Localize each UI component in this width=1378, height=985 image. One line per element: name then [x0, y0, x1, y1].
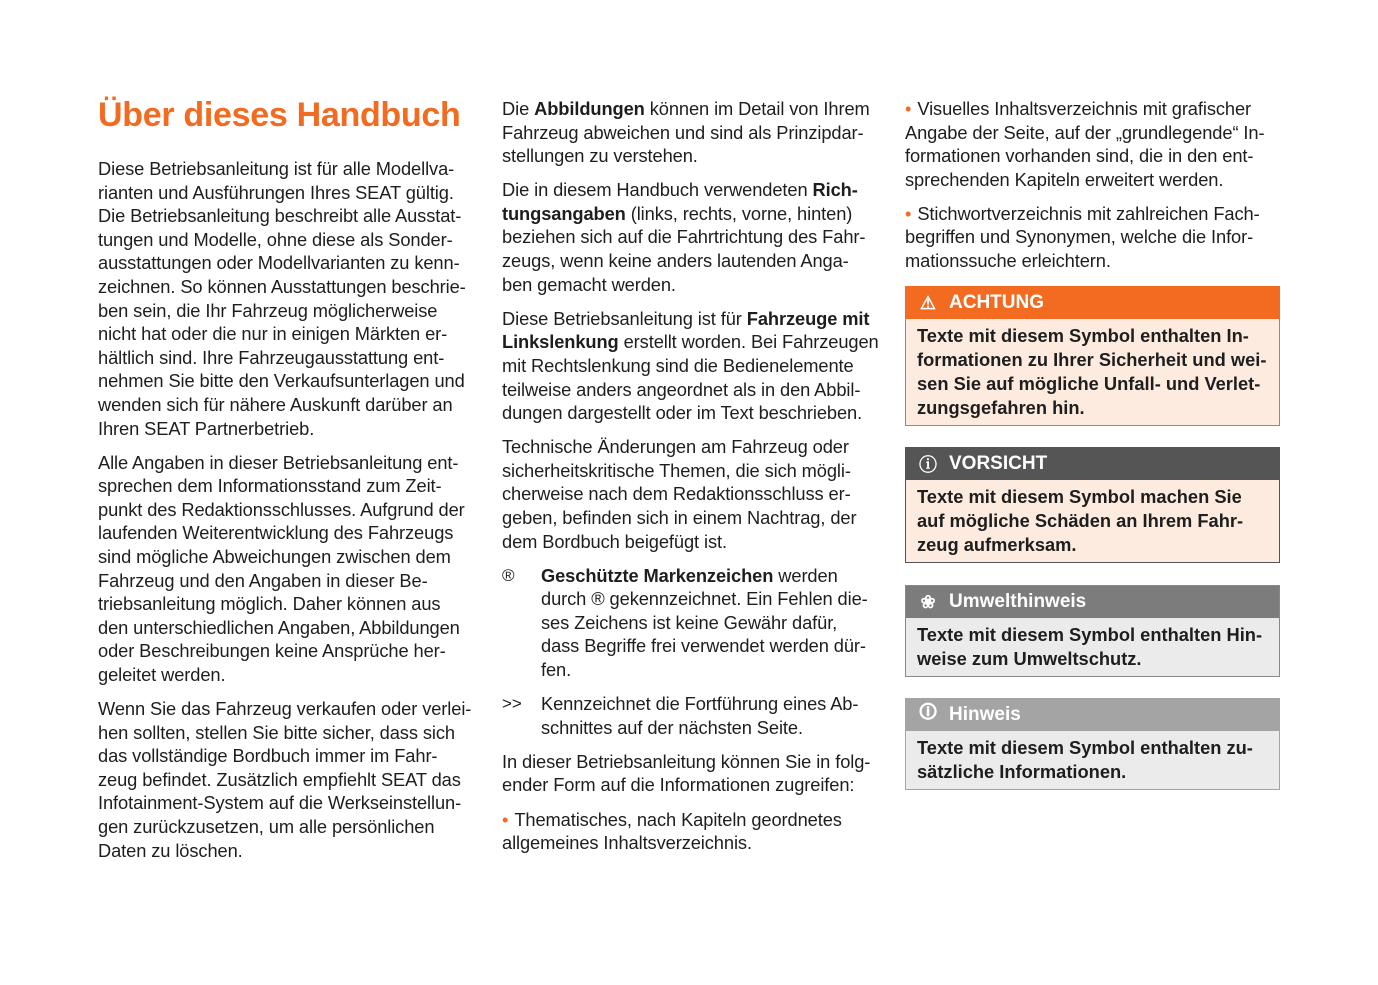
text-line: den unterschiedlichen Angaben, Abbildungen	[98, 616, 460, 638]
text-line: Diese Betriebsanleitung ist für alle Modellva-	[98, 158, 455, 179]
text-line: geleitet werden.	[98, 663, 226, 685]
text-line: sprechenden Kapiteln erweitert werden.	[905, 168, 1224, 190]
bold-term: tungsangaben	[502, 202, 626, 224]
text-line: wenden sich für nähere Auskunft darüber an	[98, 393, 453, 415]
text-line: schnittes auf der nächsten Seite.	[541, 716, 803, 738]
notice-header	[906, 448, 1279, 480]
bold-term: Fahrzeuge mit	[746, 307, 870, 329]
bullet-item	[502, 808, 882, 855]
page-title: Über dieses Handbuch	[98, 96, 461, 134]
text-line: zeug aufmerksam.	[917, 534, 1077, 555]
text-line: Die in diesem Handbuch verwendeten Rich-	[502, 179, 858, 201]
text-line: • Thematisches, nach Kapiteln geordnetes	[502, 808, 882, 832]
paragraph	[502, 435, 882, 553]
notice-title: ACHTUNG	[949, 292, 1044, 313]
text-line: Fahrzeug und den Angaben in dieser Be-	[98, 569, 428, 591]
text-line: stellungen zu verstehen.	[502, 145, 698, 167]
paragraph	[502, 178, 882, 296]
text-line: zeug befindet. Zusätzlich empfiehlt SEAT das	[98, 768, 461, 790]
symbol-list-item	[502, 564, 882, 682]
text-line: dungen dargestellt oder im Text beschrieben.	[502, 402, 863, 424]
text-line: Texte mit diesem Symbol enthalten zu-	[917, 737, 1253, 758]
text-line: tungen und Modelle, ohne diese als Sonder-	[98, 228, 453, 250]
notice-body	[906, 480, 1279, 562]
text-line: Fahrzeug abweichen und sind als Prinzipdar-	[502, 121, 864, 143]
text-line: allgemeines Inhaltsverzeichnis.	[502, 832, 752, 854]
text-line: • Visuelles Inhaltsverzeichnis mit grafischer	[905, 97, 1280, 121]
text-line: zeugs, wenn keine anders lautenden Anga-	[502, 250, 849, 272]
text-line: hältlich sind. Ihre Fahrzeugausstattung ent-	[98, 346, 445, 368]
text-line: begriffen und Synonymen, welche die Infor-	[905, 226, 1254, 248]
text-line: hen sollten, stellen Sie bitte sicher, dass sich	[98, 721, 455, 743]
text-line: sen Sie auf mögliche Unfall- und Verlet-	[917, 373, 1261, 394]
text-line: zeichnen. So können Ausstattungen beschrie-	[98, 275, 466, 297]
text-line: ses Zeichens ist keine Gewähr dafür,	[541, 611, 838, 633]
notice-body	[906, 618, 1279, 676]
text-line: Wenn Sie das Fahrzeug verkaufen oder verlei-	[98, 698, 472, 720]
text-line: sicherheitskritische Themen, die sich mögli-	[502, 459, 851, 481]
text-line: Texte mit diesem Symbol enthalten In-	[917, 325, 1249, 346]
text-line: Texte mit diesem Symbol enthalten Hin-	[917, 624, 1263, 645]
bold-term: Abbildungen	[534, 98, 645, 119]
warning-triangle-icon: ⚠	[919, 292, 937, 313]
notice-title: Hinweis	[949, 704, 1021, 725]
text-line: In dieser Betriebsanleitung können Sie in folg-	[502, 750, 871, 772]
text-line: Diese Betriebsanleitung ist für Fahrzeuge mit	[502, 307, 870, 329]
text-line: formationen zu Ihrer Sicherheit und wei-	[917, 349, 1267, 370]
text-line: Angabe der Seite, auf der „grundlegende“ In-	[905, 121, 1265, 143]
exclamation-circle-icon: ⓘ	[919, 455, 937, 475]
text-line: Die Abbildungen können im Detail von Ihrem	[502, 98, 870, 119]
paragraph	[502, 750, 882, 797]
text-line: das vollständige Bordbuch immer im Fahr-	[98, 745, 438, 767]
text-line: sprechen dem Informationsstand zum Zeit-	[98, 475, 442, 497]
text-line: Die Betriebsanleitung beschreibt alle Ausstat-	[98, 205, 462, 227]
column-1	[98, 157, 478, 873]
text-line: Technische Änderungen am Fahrzeug oder	[502, 436, 849, 458]
text-line: geben, befinden sich in einem Nachtrag, der	[502, 507, 857, 528]
text-line: ausstattungen oder Modellvarianten zu kenn-	[98, 252, 460, 274]
notice-box-achtung	[905, 286, 1280, 426]
notice-box-vorsicht	[905, 447, 1280, 563]
text-line: laufenden Weiterentwicklung des Fahrzeugs	[98, 522, 454, 544]
text-line: cherweise nach dem Redaktionsschluss er-	[502, 483, 851, 505]
text-line: dass Begriffe frei verwendet werden dür-	[541, 635, 866, 657]
text-line: ender Form auf die Informationen zugreifen:	[502, 774, 855, 796]
symbol-list-item	[502, 692, 882, 739]
text-line: oder Beschreibungen keine Ansprüche her-	[98, 640, 446, 662]
column-3	[905, 97, 1280, 283]
notice-header	[906, 287, 1279, 319]
text-line: punkt des Redaktionsschlusses. Aufgrund der	[98, 498, 465, 520]
continue-arrows-icon: >>	[502, 694, 522, 714]
text-line: gen zurückzusetzen, um alle persönlichen	[98, 816, 435, 838]
notice-title: Umwelthinweis	[949, 591, 1087, 612]
text-line: weise zum Umweltschutz.	[917, 648, 1142, 669]
bold-term: Geschützte Markenzeichen	[541, 564, 774, 586]
bullet-item	[905, 202, 1280, 273]
text-line: fen.	[541, 659, 572, 681]
text-line: dem Bordbuch beigefügt ist.	[502, 530, 727, 552]
text-line: formationen vorhanden sind, die in den ent-	[905, 145, 1254, 167]
text-line: Daten zu löschen.	[98, 839, 243, 861]
registered-icon: ®	[502, 565, 515, 585]
text-line: Ihren SEAT Partnerbetrieb.	[98, 417, 315, 439]
text-line: Texte mit diesem Symbol machen Sie	[917, 486, 1242, 507]
flower-icon: ❀	[920, 591, 936, 612]
notice-header	[906, 586, 1279, 618]
text-line: Alle Angaben in dieser Betriebsanleitung ent-	[98, 451, 459, 473]
text-line: tungsangaben (links, rechts, vorne, hinten)	[502, 202, 853, 224]
notice-body	[906, 319, 1279, 425]
text-line: mationssuche erleichtern.	[905, 250, 1111, 272]
notice-header	[906, 699, 1279, 731]
bold-term: Linkslenkung	[502, 331, 619, 353]
text-line: auf mögliche Schäden an Ihrem Fahr-	[917, 510, 1244, 531]
text-line: sätzliche Informationen.	[917, 761, 1127, 782]
text-line: beziehen sich auf die Fahrtrichtung des Fahr-	[502, 226, 866, 248]
paragraph	[98, 451, 478, 687]
text-line: • Stichwortverzeichnis mit zahlreichen Fach-	[905, 202, 1280, 226]
info-square-icon: 🛈	[918, 702, 938, 722]
text-line: Infotainment-System auf die Werkseinstellun-	[98, 792, 462, 814]
column-2	[502, 97, 882, 865]
paragraph	[98, 157, 478, 440]
paragraph	[502, 97, 882, 168]
text-line: ben gemacht werden.	[502, 273, 676, 295]
text-line: nicht hat oder die nur in einigen Märkten er-	[98, 323, 448, 345]
text-line: durch ® gekennzeichnet. Ein Fehlen die-	[541, 588, 868, 610]
notice-title: VORSICHT	[949, 453, 1048, 474]
notice-box-hinweis	[905, 698, 1280, 790]
text-line: Linkslenkung erstellt worden. Bei Fahrzeugen	[502, 331, 879, 353]
text-line: Kennzeichnet die Fortführung eines Ab-	[541, 693, 859, 715]
text-line: rianten und Ausführungen Ihres SEAT gültig.	[98, 181, 454, 203]
bullet-item	[905, 97, 1280, 191]
paragraph	[502, 307, 882, 425]
text-line: ben sein, die Ihr Fahrzeug möglicherweise	[98, 299, 438, 321]
notice-body	[906, 731, 1279, 789]
text-line: triebsanleitung möglich. Daher können aus	[98, 593, 441, 615]
paragraph	[98, 697, 478, 862]
text-line: nehmen Sie bitte den Verkaufsunterlagen und	[98, 370, 465, 392]
text-line: Geschützte Markenzeichen werden	[541, 564, 838, 586]
text-line: teilweise anders angeordnet als in den Abbil-	[502, 378, 861, 400]
bold-term: Rich-	[812, 179, 858, 201]
text-line: mit Rechtslenkung sind die Bedienelemente	[502, 354, 854, 376]
text-line: sind mögliche Abweichungen zwischen dem	[98, 546, 451, 567]
notice-box-umwelt	[905, 585, 1280, 677]
text-line: zungsgefahren hin.	[917, 397, 1085, 418]
